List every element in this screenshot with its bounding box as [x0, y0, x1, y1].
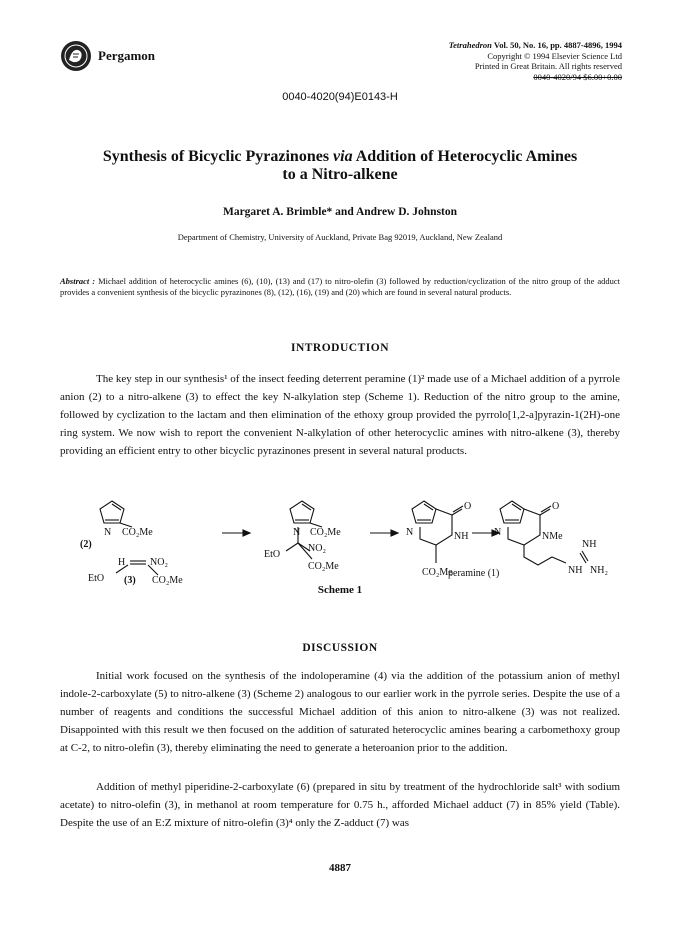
printed-line: Printed in Great Britain. All rights reserved — [474, 61, 622, 71]
side-chain — [524, 545, 566, 565]
discussion-text-2: Addition of methyl piperidine-2-carboxylate (6) (prepared in situ by treatment of the hydrochloride salt³ with sodium acetate) to nitro-olefin (3), in methanol at room temperature for 0.75 h., afforded Michael adduct (7) in 85% yield (Table). Despite the use of an E:Z mixture of nitro-olefin (3)⁴ only the Z-adduct (7) was — [60, 781, 620, 829]
o-atom-lactam: O — [464, 501, 472, 512]
n-atom-lactam: N — [406, 527, 414, 538]
nh-guanidine: NH — [568, 565, 583, 576]
no2-adduct: NO₂ — [308, 543, 326, 554]
discussion-heading: DISCUSSION — [302, 642, 378, 654]
abstract-text: Michael addition of heterocyclic amines (6), (10), (13) and (17) to nitro-olefin (3) followed by reduction/cyclization of the nitro group of the adduct provides a convenient synthesis of the bicyclic pyrazinones (8), (12), (16), (19) and (20) which are found in several natural products. — [60, 276, 620, 297]
scheme-caption: Scheme 1 — [317, 584, 363, 596]
affiliation: Department of Chemistry, University of Auckland, Private Bag 92019, Auckland, New Zealand — [177, 232, 503, 242]
authors: Margaret A. Brimble* and Andrew D. Johnston — [222, 206, 458, 218]
n-atom-peramine: N — [494, 527, 502, 538]
citation-block — [449, 40, 622, 82]
no2-3: NO₂ — [150, 557, 168, 568]
eto-adduct: EtO — [264, 549, 281, 560]
n-atom-2: N — [104, 527, 112, 538]
compound-3-label: (3) — [124, 575, 136, 586]
co2me-adduct-2: CO₂Me — [308, 561, 339, 572]
abstract — [60, 276, 620, 297]
nh2-guanidine: NH₂ — [590, 565, 608, 576]
publisher-name: Pergamon — [98, 48, 156, 63]
abstract-label: Abstract : — [60, 276, 96, 286]
page-number: 4887 — [329, 862, 351, 874]
co2me-lactam: CO₂Me — [422, 567, 453, 578]
title-part-1: Synthesis of Bicyclic Pyrazinones — [102, 148, 334, 165]
peramine-label: peramine (1) — [448, 568, 500, 579]
discussion-paragraph-2 — [60, 778, 620, 832]
co2me-adduct: CO₂Me — [310, 527, 341, 538]
intro-paragraph — [60, 370, 620, 460]
title-part-2: Addition of Heterocyclic Amines to a Nitro-alkene — [282, 148, 578, 183]
copyright-line: Copyright © 1994 Elsevier Science Ltd — [487, 50, 622, 61]
co2me-2: CO₂Me — [122, 527, 153, 538]
introduction-heading: INTRODUCTION — [290, 342, 389, 354]
nme-peramine: NMe — [542, 531, 563, 542]
co2me-3: CO₂Me — [152, 575, 183, 586]
article-code: 0040-4020(94)E0143-H — [282, 91, 398, 103]
journal-name: Tetrahedron — [448, 40, 492, 50]
nh-lactam: NH — [454, 531, 469, 542]
price-code: 0040-4020/94 $6.00+0.00 — [533, 71, 622, 82]
compound-2-label: (2) — [80, 539, 92, 550]
discussion-paragraph-1 — [60, 667, 620, 757]
intro-text: The key step in our synthesis¹ of the insect feeding deterrent peramine (1)² made use of a Michael addition of a pyrrole anion (2) to a nitro-alkene (3) to effect the key N-alkylation step (Scheme 1). Reduction of the nitro group to the amine, followed by cyclization to the lactam and then elimination of the ethoxy group provided the pyrrolo[1,2-a]pyrazin-1(2H)-one ring system. We now wish to report the convenient N-alkylation of other heterocyclic amines with nitro-alkene (3), thereby providing an efficient entry to other bicyclic pyrazinones present in several natural products. — [60, 373, 620, 457]
h-atom-3: H — [118, 557, 126, 568]
paper-title — [40, 148, 640, 184]
nh-imine: NH — [582, 539, 597, 550]
discussion-text-1: Initial work focused on the synthesis of the indoloperamine (4) via the addition of the potassium anion of methyl indole-2-carboxylate (5) to nitro-alkene (3) (Scheme 2) analogous to our earlier work in the pyrrole series. Despite the use of a number of reagents and conditions the successful Michael addition of this anion to nitro-alkene (3) was not realized. Disappointed with this result we then focused on the addition of saturated heterocyclic amines bearing a carbomethoxy group at C-2, to nitro-olefin (3), thereby eliminating the need to generate a heteroanion prior to the addition. — [60, 670, 620, 754]
eto-3: EtO — [88, 573, 105, 584]
pyrazinone-ring — [420, 509, 452, 545]
o-atom-peramine: O — [552, 501, 560, 512]
volume-pages: Vol. 50, No. 16, pp. 4887-4896, 1994 — [491, 40, 622, 50]
n-atom-adduct: N — [293, 527, 301, 538]
title-via: via — [333, 148, 353, 165]
pergamon-logo — [60, 40, 92, 72]
pyrazinone-ring-peramine — [508, 509, 540, 545]
